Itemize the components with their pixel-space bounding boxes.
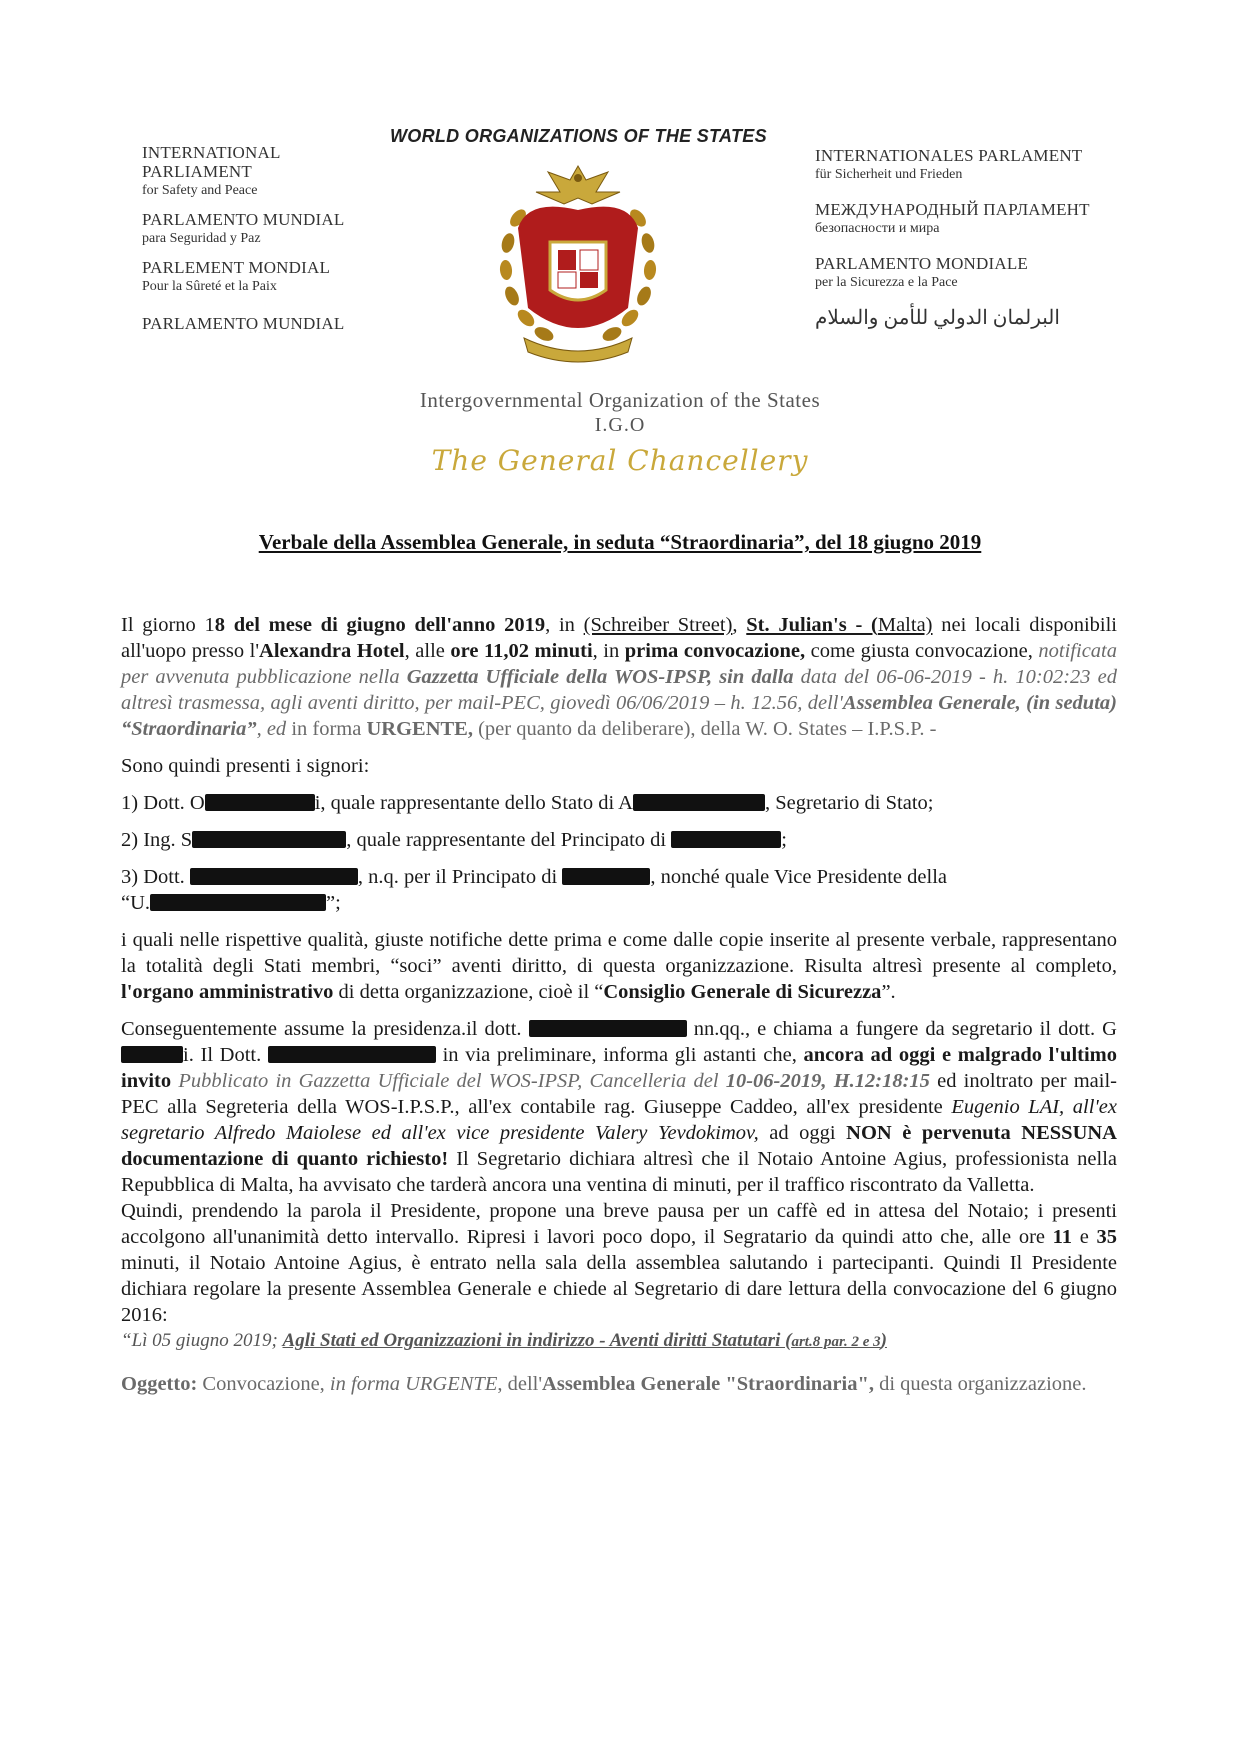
right-sub-3: per la Sicurezza e la Pace (815, 275, 958, 290)
right-group-3 (815, 254, 1135, 292)
text-grey: (per quanto da deliberare), della W. O. States – I.P.S.P. - (472, 718, 937, 740)
document-title: Verbale della Assemblea Generale, in seduta “Straordinaria”, del 18 giugno 2019 (258, 530, 982, 554)
text: , in (592, 640, 625, 662)
text-bold: ore 11,02 minuti (450, 640, 593, 662)
text: ad oggi (758, 1122, 847, 1144)
right-name-2: МЕЖДУНАРОДНЫЙ ПАРЛАМЕНТ (815, 200, 1090, 219)
text-bold: NON è pervenuta NESSUNA documentazione di quanto richiesto! (121, 1122, 1117, 1170)
text-bold: ancora ad oggi e malgrado l'ultimo invito (121, 1044, 1117, 1092)
chancellery-signature: The General Chancellery (431, 444, 809, 477)
redaction-bar (633, 794, 765, 811)
text-italic: , ed (256, 718, 287, 740)
redaction-bar (205, 794, 315, 811)
left-name-2: PARLAMENTO MUNDIAL (142, 210, 345, 229)
present-intro: Sono quindi presenti i signori: (121, 755, 370, 777)
text: , alle (404, 640, 451, 662)
right-group-1 (815, 146, 1135, 184)
text: “U. (121, 892, 151, 914)
header-left-column (142, 143, 372, 343)
text: , nonché quale Vice Presidente della (650, 866, 947, 888)
shield-quarter (558, 272, 576, 288)
emblem-logo (488, 158, 668, 374)
text: i, quale rappresentante dello Stato di A (314, 792, 633, 814)
text: ; (781, 829, 787, 851)
text-underline: Malta) (877, 614, 933, 636)
text-grey: di questa organizzazione. (873, 1373, 1087, 1395)
right-sub-2: безопасности и мира (815, 221, 940, 236)
text: nei locali disponibili all'uopo presso l' (121, 614, 1118, 662)
document-body (121, 612, 1117, 1397)
igo-abbreviation: I.G.O (594, 414, 646, 436)
left-group-2 (142, 210, 372, 248)
text-underline: (Schreiber Street) (583, 614, 733, 636)
text: , Segretario di Stato; (764, 792, 934, 814)
left-name-1: INTERNATIONAL (142, 143, 281, 162)
text-bold: 8 del mese di giugno dell'anno 2019 (214, 614, 546, 636)
text-bold: l'organo amministrativo (121, 981, 334, 1003)
text-bold: St. Julian's - ( (746, 614, 878, 636)
left-group-3 (142, 258, 372, 296)
redaction-bar (562, 868, 650, 885)
text: 2) Ing. S (121, 829, 193, 851)
member-2 (121, 827, 1117, 853)
text: di detta organizzazione, cioè il “ (333, 981, 604, 1003)
redaction-bar (529, 1020, 687, 1037)
text: Quindi, prendendo la parola il Presidente, propone una breve pausa per un caffè ed in attesa del Notaio; i presenti accolgono all'unanimità detto intervallo. Ripresi i lavori poco dopo, il Segratario da quindi atto che, alle ore (121, 1200, 1117, 1248)
subject-label: Oggetto: (121, 1373, 198, 1395)
text-bold: 35 (1096, 1226, 1117, 1248)
right-sub-1: für Sicherheit und Frieden (815, 167, 963, 182)
text-italic: notificata per avvenuta pubblicazione nella (121, 640, 1117, 688)
text: 3) Dott. (121, 866, 190, 888)
text: ”. (881, 981, 896, 1003)
text: nn.qq., e chiama a fungere da segretario il dott. G (686, 1018, 1117, 1040)
igo-name: Intergovernmental Organization of the States (419, 388, 821, 412)
left-name-1b: PARLIAMENT (142, 162, 252, 181)
text-italic-bold: Gazzetta Ufficiale della WOS-IPSP, sin dalla (406, 666, 794, 688)
text-grey: in forma (286, 718, 367, 740)
text: 1) Dott. O (121, 792, 205, 814)
text-bold: 11 (1052, 1226, 1073, 1248)
paragraph-pause (121, 1198, 1117, 1328)
eagle-icon (536, 166, 620, 204)
text: , quale rappresentante del Principato di (346, 829, 672, 851)
org-top-title: WORLD ORGANIZATIONS OF THE STATES (390, 126, 767, 146)
paragraph-opening (121, 612, 1117, 742)
text-grey: Convocazione, (197, 1373, 330, 1395)
paragraph-totality (121, 927, 1117, 1005)
member-1 (121, 790, 1117, 816)
text-italic-bold-underline: art.8 par. 2 e 3 (791, 1334, 881, 1350)
left-group-4 (142, 314, 372, 333)
right-group-2 (815, 200, 1135, 238)
text: , in (545, 614, 584, 636)
text: , n.q. per il Principato di (357, 866, 563, 888)
shield-quarter (580, 272, 598, 288)
left-name-3: PARLEMENT MONDIAL (142, 258, 331, 277)
text-bold: Assemblea Generale "Straordinaria", (542, 1373, 874, 1395)
redaction-bar (121, 1046, 183, 1063)
text-italic-bold: Assemblea Generale, (in seduta) “Straordinaria” (121, 692, 1117, 740)
right-name-1: INTERNATIONALES PARLAMENT (815, 146, 1083, 165)
shield-quarter (580, 250, 598, 270)
text: ”; (326, 892, 341, 914)
convocation-quote-line (121, 1328, 1117, 1355)
redaction-bar (190, 868, 358, 885)
text: i quali nelle rispettive qualità, giuste notifiche dette prima e come dalle copie inserite al presente verbale, rappresentano la totalità degli Stati membri, “soci” aventi diritto, di questa organizzazione. Risulta altresì presente al completo, (121, 929, 1117, 977)
text: Il giorno 1 (121, 614, 215, 636)
text-bold-grey: URGENTE, (366, 718, 473, 740)
member-3 (121, 864, 1117, 916)
text-italic-bold-underline: Agli Stati ed Organizzazioni in indirizzo - Aventi diritti Statutari ( (282, 1330, 792, 1351)
right-group-4 (815, 306, 1135, 330)
text-italic: Pubblicato in Gazzetta Ufficiale del WOS-IPSP, Cancelleria del (171, 1070, 726, 1092)
text: e (1072, 1226, 1097, 1248)
paragraph-presidency (121, 1016, 1117, 1198)
left-group-1 (142, 143, 372, 200)
text-italic: in forma URGENTE (329, 1373, 498, 1395)
redaction-bar (192, 831, 346, 848)
text-grey: , dell' (497, 1373, 543, 1395)
text: come giusta convocazione, (805, 640, 1039, 662)
text: in via preliminare, informa gli astanti che, (435, 1044, 804, 1066)
text: ed inoltrato per mail-PEC alla Segreteria della WOS-I.P.S.P., all'ex contabile rag. Giuseppe Caddeo, all'ex presidente (121, 1070, 1117, 1118)
text-bold: Alexandra Hotel (259, 640, 405, 662)
text: Il Segretario dichiara altresì che il Notaio Antoine Agius, professionista nella Repubblica di Malta, ha avvisato che tarderà ancora una ventina di minuti, per il traffico riscontrato da Valletta. (121, 1148, 1117, 1196)
text-bold: prima convocazione, (624, 640, 806, 662)
shield-quarter (558, 250, 576, 270)
text: Conseguentemente assume la presidenza.il dott. (121, 1018, 529, 1040)
text: i. Il Dott. (183, 1044, 268, 1066)
header-right-column (815, 146, 1135, 340)
redaction-bar (150, 894, 326, 911)
right-name-3: PARLAMENTO MONDIALE (815, 254, 1029, 273)
left-sub-3: Pour la Sûreté et la Paix (142, 279, 277, 294)
motto-ribbon (524, 338, 632, 362)
subject-line (121, 1371, 1117, 1397)
left-name-4: PARLAMENTO MUNDIAL (142, 314, 345, 333)
redaction-bar (268, 1046, 436, 1063)
right-name-4-arabic: البرلمان الدولي للأمن والسلام (815, 307, 1060, 329)
text-italic: “Lì 05 giugno 2019; (121, 1330, 283, 1351)
redaction-bar (671, 831, 781, 848)
text: , (732, 614, 747, 636)
text-italic-bold-underline: ) (880, 1330, 887, 1351)
text-bold: Consiglio Generale di Sicurezza (603, 981, 882, 1003)
text-italic: Eugenio LAI, all'ex segretario Alfredo Maiolese ed all'ex vice presidente Valery Yevdokimov, (121, 1096, 1117, 1144)
text-italic: data del 06-06-2019 - h. 10:02:23 ed altresì trasmessa, agli aventi diritto, per mail-PEC, giovedì 06/06/2019 – h. 12.56, dell' (121, 666, 1117, 714)
text-italic-bold: 10-06-2019, H.12:18:15 (725, 1070, 930, 1092)
left-sub-2: para Seguridad y Paz (142, 231, 261, 246)
text: minuti, il Notaio Antoine Agius, è entrato nella sala della assemblea salutando i partecipanti. Quindi Il Presidente dichiara regolare la presente Assemblea Generale e chiede al Segretario di dare lettura della convocazione del 6 giugno 2016: (121, 1252, 1117, 1326)
left-sub-1: for Safety and Peace (142, 183, 258, 198)
